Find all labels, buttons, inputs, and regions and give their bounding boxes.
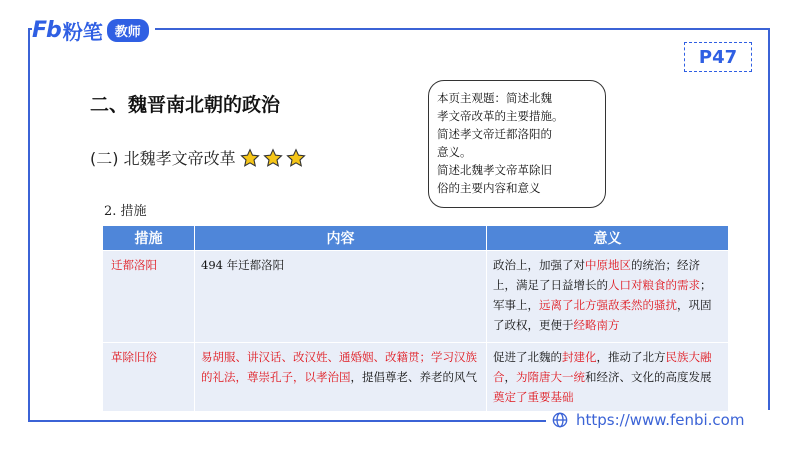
footer-url[interactable]: https://www.fenbi.com <box>576 411 745 429</box>
globe-icon <box>552 412 568 428</box>
question-bubble <box>428 80 606 208</box>
footer-url-bar <box>546 411 750 429</box>
highlight-text: 远离了北方强敌柔然的骚扰 <box>539 298 677 312</box>
header-significance: 意义 <box>487 226 729 251</box>
logo-name: 粉笔 <box>62 19 103 44</box>
logo-mark: Fb <box>32 17 61 43</box>
cell-text: ，提倡尊老、养老的风气 <box>350 370 477 384</box>
table-row <box>103 343 729 412</box>
highlight-text: 奠定了重要基础 <box>493 390 574 404</box>
bubble-line: 简述孝文帝迁都洛阳的 <box>437 127 552 141</box>
cell-content <box>195 343 487 412</box>
highlight-text: 易胡服、讲汉话、改汉姓、通婚姻、改籍贯；学习汉族的礼法，尊崇孔子，以孝治国 <box>201 350 477 384</box>
logo-badge: 教师 <box>107 19 149 42</box>
cell-text: 政治上，加强了对 <box>493 258 585 272</box>
cell-text: ，推动了北方 <box>596 350 666 364</box>
cell-significance <box>487 251 729 343</box>
highlight-text: 人口对粮食的需求 <box>608 278 700 292</box>
bubble-line: 孝文帝改革的主要措施。 <box>437 109 564 123</box>
cell-content <box>195 251 487 343</box>
star-icon <box>286 148 306 168</box>
highlight-text: 为隋唐大一统 <box>516 370 585 384</box>
cell-text: 494 年迁都洛阳 <box>201 258 285 272</box>
bubble-line: 简述北魏孝文帝革除旧 <box>437 163 552 177</box>
reform-table <box>102 225 729 412</box>
cell-text: 的统治；经济上，满足了日益增长的 <box>493 258 700 292</box>
cell-text: ， <box>504 370 516 384</box>
star-icon <box>240 148 260 168</box>
section-title: 二、魏晋南北朝的政治 <box>90 94 281 116</box>
table-header-row <box>103 226 729 251</box>
bubble-line: 俗的主要内容和意义 <box>437 181 541 195</box>
highlight-text: 封建化 <box>562 350 597 364</box>
subsection-label: (二) 北魏孝文帝改革 <box>90 149 236 168</box>
cell-measure: 迁都洛阳 <box>103 251 195 343</box>
header-measure: 措施 <box>103 226 195 251</box>
cell-text: 促进了北魏的 <box>493 350 562 364</box>
highlight-text: 中原地区 <box>585 258 631 272</box>
cell-measure: 革除旧俗 <box>103 343 195 412</box>
highlight-text: 民族大融合 <box>493 350 712 384</box>
cell-text: ；军事上， <box>493 278 712 312</box>
measures-label: 2. 措施 <box>104 204 147 219</box>
cell-text: 和经济、文化的高度发展 <box>585 370 712 384</box>
bubble-line: 意义。 <box>437 145 472 159</box>
star-icon <box>263 148 283 168</box>
highlight-text: 经略南方 <box>573 318 620 332</box>
fenbi-logo <box>32 16 155 44</box>
header-content: 内容 <box>195 226 487 251</box>
cell-significance <box>487 343 729 412</box>
subsection-heading <box>90 146 309 169</box>
cell-text: ，巩固了政权，更便于 <box>493 298 712 332</box>
page-number: P47 <box>684 42 752 72</box>
bubble-line: 本页主观题：简述北魏 <box>437 91 552 105</box>
table-row <box>103 251 729 343</box>
importance-stars <box>240 148 309 168</box>
